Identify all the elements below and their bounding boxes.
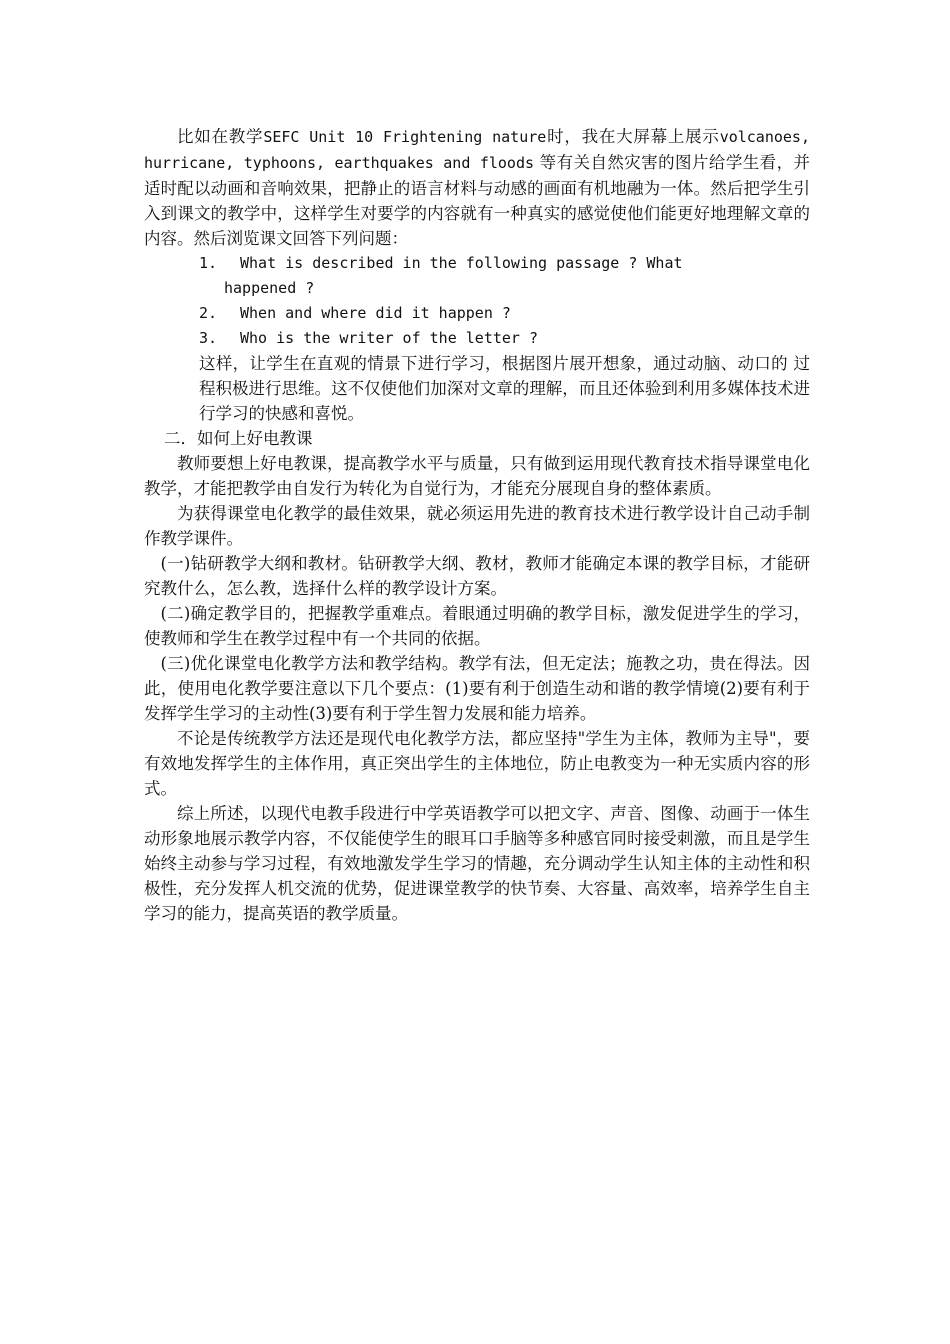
point-paragraph: (二)确定教学目的，把握教学重难点。着眼通过明确的教学目标，激发促进学生的学习，使教师和学生在教学过程中有一个共同的依据。 — [144, 604, 810, 648]
question-text-wrap: happened ? — [224, 279, 315, 297]
intro-suffix: 时，我在大屏幕上展示 — [546, 127, 720, 146]
question-item — [144, 326, 810, 351]
question-item — [144, 301, 810, 326]
question-text: What is described in the following passage ? What — [240, 254, 683, 272]
point-paragraph: (三)优化课堂电化教学方法和教学结构。教学有法，但无定法；施教之功，贵在得法。因此，使用电化教学要注意以下几个要点：(1)要有利于创造生动和谐的教学情境(2)要有利于发挥学生学习的主动性(3)要有利于学生智力发展和能力培养。 — [144, 654, 810, 723]
question-text: When and where did it happen ? — [240, 304, 511, 322]
question-list — [144, 251, 810, 351]
question-number: 1. — [199, 254, 218, 272]
intro-paragraph — [144, 124, 810, 251]
section-heading: 二．如何上好电教课 — [164, 429, 313, 448]
question-text: Who is the writer of the letter ? — [240, 329, 539, 347]
closing-paragraph: 不论是传统教学方法还是现代电化教学方法，都应坚持"学生为主体，教师为主导"，要有效地发挥学生的主体作用，真正突出学生的主体地位，防止电教变为一种无实质内容的形式。 — [144, 729, 810, 798]
intro-unit-title: SEFC Unit 10 Frightening nature — [263, 128, 547, 146]
intro-rest: 等有关自然灾害的图片给学生看，并适时配以动画和音响效果，把静止的语言材料与动感的画面有机地融为一体。然后把学生引入到课文的教学中，这样学生对要学的内容就有一种真实的感觉使他们能更好地理解文章的内容。然后浏览课文回答下列问题： — [144, 153, 810, 248]
question-number: 3. — [199, 329, 218, 347]
intro-prefix: 比如在教学 — [177, 127, 264, 146]
body-paragraph: 为获得课堂电化教学的最佳效果，就必须运用先进的教育技术进行教学设计自己动手制作教学课件。 — [144, 504, 810, 548]
body-paragraph: 教师要想上好电教课，提高教学水平与质量，只有做到运用现代教育技术指导课堂电化教学，才能把教学由自发行为转化为自觉行为，才能充分展现自身的整体素质。 — [144, 454, 810, 498]
document-body — [144, 124, 810, 926]
question-number: 2. — [199, 304, 218, 322]
point-paragraph: (一)钻研教学大纲和教材。钻研教学大纲、教材，教师才能确定本课的教学目标，才能研究教什么，怎么教，选择什么样的教学设计方案。 — [144, 554, 810, 598]
question-item — [144, 251, 810, 301]
after-questions-paragraph: 这样，让学生在直观的情景下进行学习，根据图片展开想象，通过动脑、动口的 过程积极进行思维。这不仅使他们加深对文章的理解，而且还体验到利用多媒体技术进行学习的快感和喜悦。 — [199, 354, 810, 423]
closing-paragraph: 综上所述，以现代电教手段进行中学英语教学可以把文字、声音、图像、动画于一体生动形象地展示教学内容，不仅能使学生的眼耳口手脑等多种感官同时接受刺激，而且是学生始终主动参与学习过程，有效地激发学生学习的情趣，充分调动学生认知主体的主动性和积极性，充分发挥人机交流的优势，促进课堂教学的快节奏、大容量、高效率，培养学生自主学习的能力，提高英语的教学质量。 — [144, 804, 810, 923]
intro-disaster-list: volcanoes, hurricane, typhoons, earthquakes and floods — [144, 128, 810, 172]
